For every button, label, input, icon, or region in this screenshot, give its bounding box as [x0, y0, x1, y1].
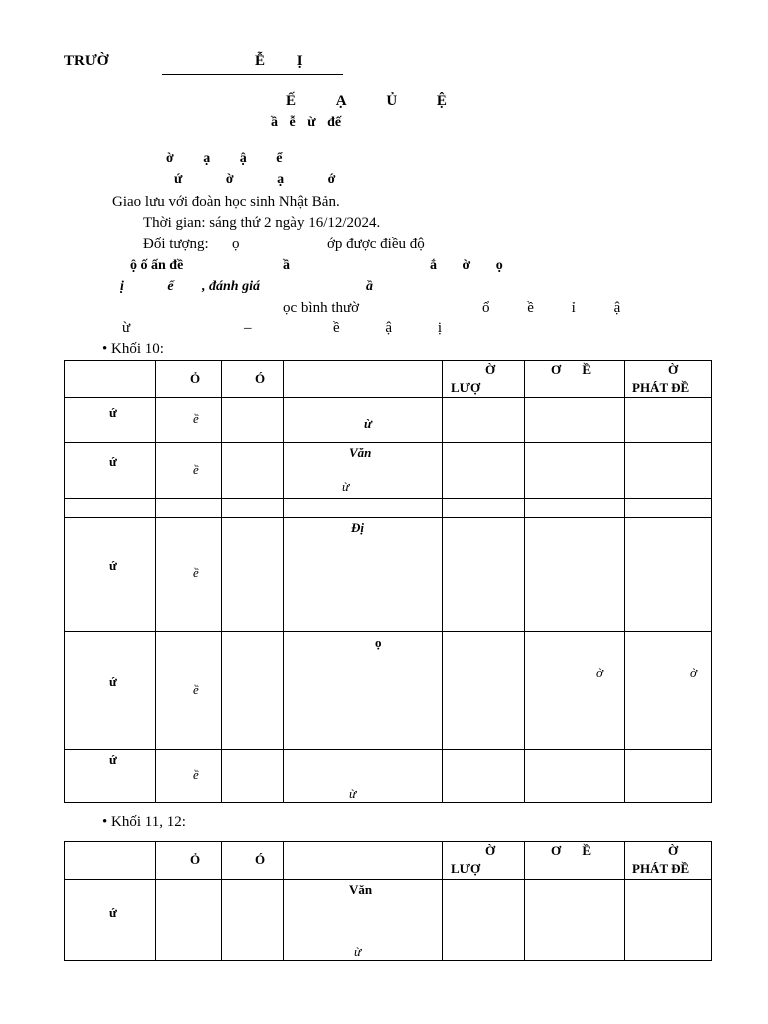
row-cell: ừ — [342, 479, 350, 494]
header-col5-b: LƯỢ — [451, 861, 481, 876]
header-col7-a: Ờ — [668, 362, 679, 377]
row-cell: ề — [193, 682, 199, 697]
table-row — [65, 443, 712, 499]
section-khoi-10 — [102, 341, 164, 358]
row-cell: ọ — [375, 635, 382, 650]
header-col3: Ó — [255, 371, 266, 386]
time-line: Thời gian: sáng thứ 2 ngày 16/12/2024. — [143, 215, 381, 231]
intro-bolditalic-2: , đánh giá — [202, 279, 260, 294]
school-name-tail: Ễ Ị — [255, 53, 303, 69]
document-subtitle: ầ ễ ừ đế — [271, 115, 342, 130]
header-col5-a: Ờ — [485, 362, 496, 377]
intro-line-2: ứ ờ ạ ớ — [174, 172, 336, 187]
row-cell: ừ — [354, 944, 362, 959]
intro-bolditalic-1: ị ể — [120, 279, 174, 294]
header-col7-b: PHÁT ĐỀ — [632, 861, 690, 876]
row-cell: ứ — [109, 454, 117, 469]
table-row — [65, 398, 712, 443]
row-cell: Đị — [351, 520, 364, 535]
intro-misc-3: ề ậ ị — [333, 320, 442, 336]
intro-bold-2: ầ — [283, 258, 290, 273]
header-col7-b: PHÁT ĐỀ — [632, 380, 690, 395]
row-cell: ề — [193, 462, 199, 477]
audience-label: Đối tượng: — [143, 236, 209, 252]
bullet-icon: • — [102, 341, 108, 357]
row-cell: ề — [193, 565, 199, 580]
row-cell: ờ — [690, 665, 697, 680]
row-cell: ứ — [109, 752, 117, 767]
section-khoi-10-label: Khối 10: — [111, 341, 164, 357]
table-header-row — [65, 361, 712, 398]
table-row — [65, 750, 712, 803]
header-underline — [162, 74, 343, 75]
bullet-icon: • — [102, 814, 108, 830]
row-cell: Văn — [349, 882, 373, 897]
document-title: Ế Ạ Ủ Ệ — [286, 93, 447, 109]
intro-bold-1: ộ ố ấn đề — [130, 258, 184, 273]
header-col6-b: Ề — [582, 362, 592, 377]
table-header-row — [65, 842, 712, 880]
row-cell: ờ — [596, 665, 603, 680]
audience-fragment-1: ọ — [232, 236, 240, 252]
row-cell: ề — [193, 411, 199, 426]
header-col6-a: Ơ — [551, 843, 562, 858]
table-row — [65, 880, 712, 961]
intro-normal-2: ổ ề ỉ ậ — [482, 300, 621, 316]
row-cell: ứ — [109, 405, 117, 420]
table-row — [65, 632, 712, 750]
intro-normal-1: ọc bình thườ — [283, 300, 360, 316]
section-khoi-11-12-label: Khối 11, 12: — [111, 814, 186, 830]
intro-misc-1: ừ — [122, 320, 131, 336]
row-cell: ứ — [109, 674, 117, 689]
header-col6 — [551, 843, 591, 859]
intro-line-1: ờ ạ ậ ể — [166, 151, 283, 166]
header-col5-a: Ờ — [485, 843, 496, 858]
header-col7-a: Ờ — [668, 843, 679, 858]
header-col2: Ỏ — [190, 852, 201, 867]
exchange-line: Giao lưu với đoàn học sinh Nhật Bản. — [112, 194, 340, 210]
header-col3: Ó — [255, 852, 266, 867]
intro-bold-3: ắ ờ ọ — [430, 258, 503, 273]
header-col5-b: LƯỢ — [451, 380, 481, 395]
school-name: TRƯỜ — [64, 53, 109, 69]
row-cell: ứ — [109, 905, 117, 920]
table-row — [65, 518, 712, 632]
row-cell: ừ — [349, 786, 357, 801]
table-khoi-10 — [64, 360, 712, 803]
table-row — [65, 499, 712, 518]
header-col6 — [551, 362, 591, 378]
intro-misc-2: – — [244, 320, 252, 336]
section-khoi-11-12 — [102, 814, 186, 831]
row-cell: ề — [193, 767, 199, 782]
table-khoi-11-12 — [64, 841, 712, 961]
header-col6-b: Ề — [582, 843, 592, 858]
row-cell: ừ — [364, 416, 372, 431]
intro-bolditalic-3: ầ — [366, 279, 373, 294]
audience-fragment-2: ớp được điều độ — [327, 236, 425, 252]
header-col6-a: Ơ — [551, 362, 562, 377]
header-col2: Ỏ — [190, 371, 201, 386]
row-cell: ứ — [109, 558, 117, 573]
row-cell: Văn — [349, 445, 372, 460]
